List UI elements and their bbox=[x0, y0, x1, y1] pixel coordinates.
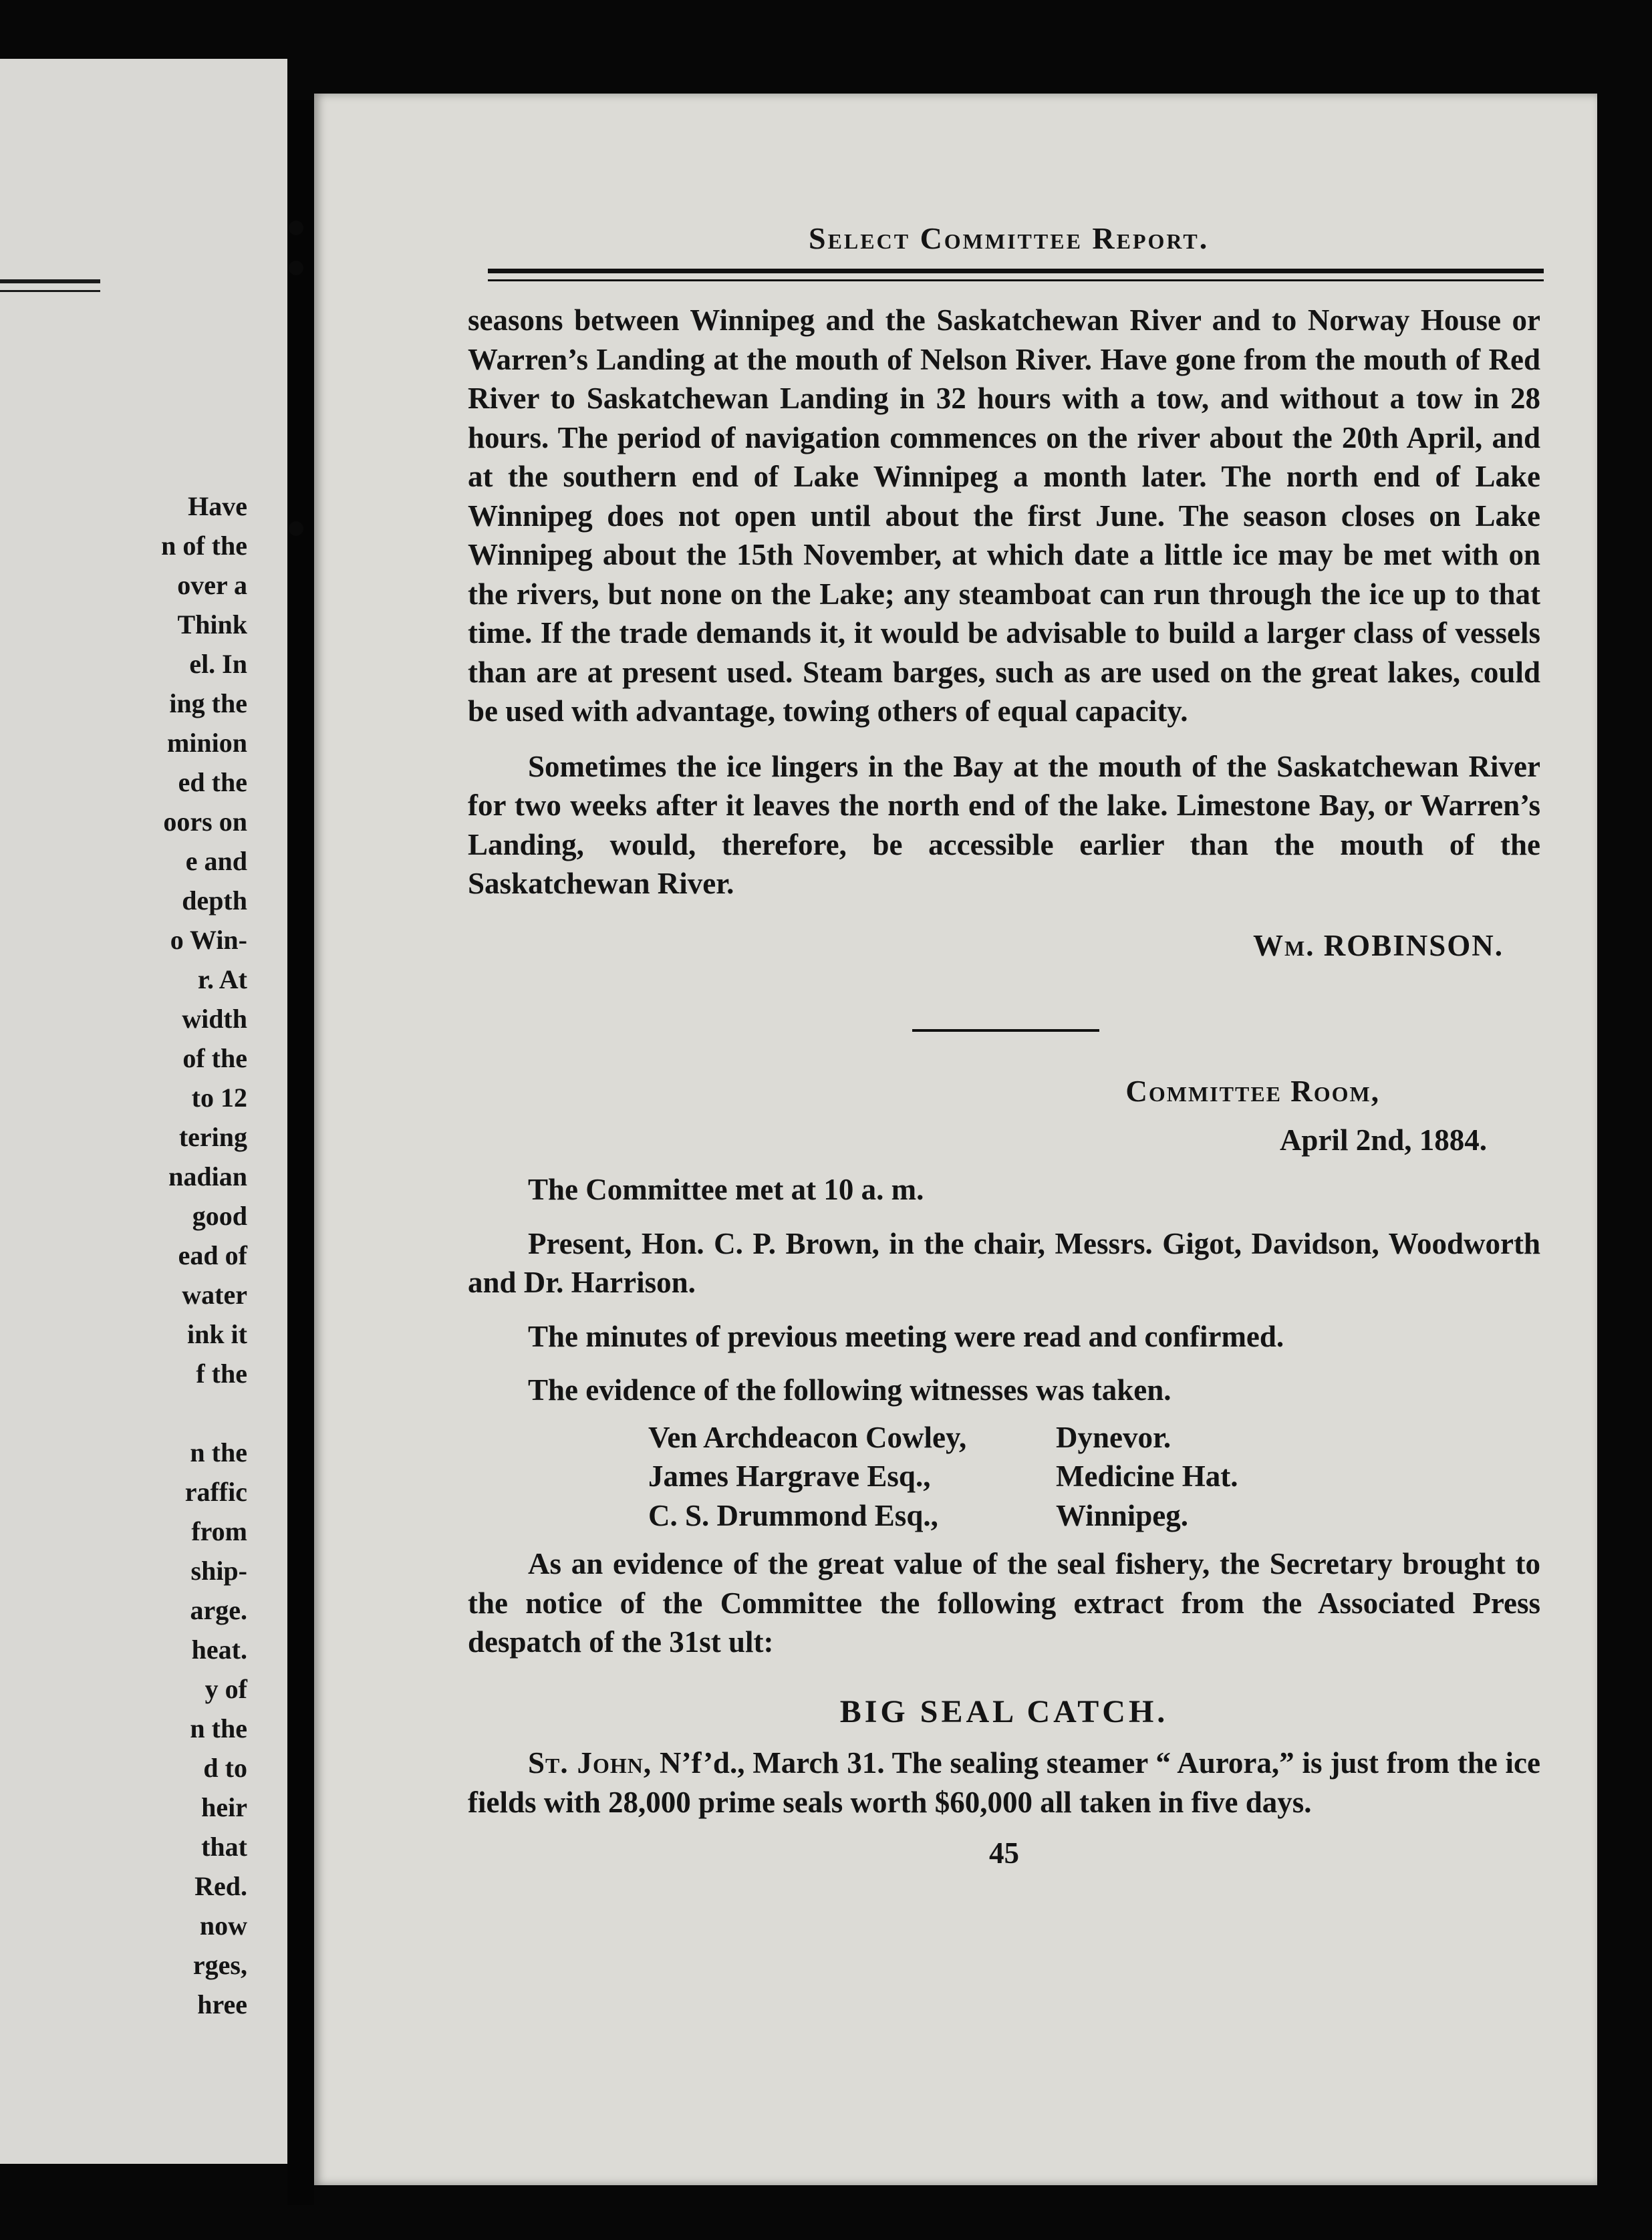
witness-row bbox=[468, 1457, 1540, 1496]
minutes-note: The minutes of previous meeting were read and confirmed. bbox=[528, 1319, 1284, 1353]
witness-name: C. S. Drummond Esq., bbox=[648, 1498, 938, 1532]
previous-page-fragment-line: ead of bbox=[178, 1240, 247, 1270]
previous-page-fragment-line: heir bbox=[201, 1792, 247, 1822]
previous-page-fragment-line: r. At bbox=[197, 964, 247, 994]
extract-title: BIG SEAL CATCH. bbox=[839, 1693, 1169, 1729]
previous-page-fragment-line: f the bbox=[196, 1359, 247, 1389]
previous-page-fragment-line: n of the bbox=[161, 531, 247, 561]
previous-page-fragment-line: tering bbox=[178, 1122, 247, 1152]
extract-place: St. John, bbox=[528, 1746, 652, 1780]
witness-list bbox=[468, 1418, 1540, 1536]
previous-page-fragment-line: el. In bbox=[189, 649, 247, 679]
binding-stitch bbox=[289, 261, 303, 275]
previous-page-fragment-line: raffic bbox=[184, 1477, 247, 1507]
previous-page-fragment-line: y of bbox=[204, 1674, 247, 1704]
previous-page-fragment-line: o Win- bbox=[170, 925, 247, 955]
previous-page-fragment-line: Have bbox=[188, 491, 247, 521]
extract-text bbox=[468, 1743, 1540, 1822]
witness-place: Medicine Hat. bbox=[1056, 1459, 1238, 1493]
previous-page-fragment-line: ship- bbox=[190, 1556, 247, 1586]
previous-page-fragment bbox=[0, 59, 287, 2164]
seal-fishery-intro: As an evidence of the great value of the seal fishery, the Secretary brought to the notice of the Committee the following extract from the Associated Press despatch of the 31st ult: bbox=[468, 1547, 1540, 1659]
previous-page-fragment-line bbox=[161, 1393, 247, 1433]
previous-page-fragment-line: Think bbox=[177, 609, 247, 640]
witness-row bbox=[468, 1496, 1540, 1536]
witness-row bbox=[468, 1418, 1540, 1457]
previous-page-text bbox=[161, 486, 247, 2024]
previous-page-fragment-line: minion bbox=[166, 728, 247, 758]
previous-page-fragment-line: to 12 bbox=[191, 1083, 247, 1113]
members-present: Present, Hon. C. P. Brown, in the chair, Messrs. Gigot, Davidson, Woodworth and Dr. Harrison. bbox=[468, 1226, 1540, 1299]
previous-page-fragment-line: rges, bbox=[192, 1950, 247, 1980]
report-page bbox=[314, 94, 1597, 2185]
witness-place: Dynevor. bbox=[1056, 1420, 1172, 1454]
header-rule-thin bbox=[488, 279, 1544, 281]
committee-room-heading: Committee Room, bbox=[1125, 1075, 1380, 1108]
binding-stitch bbox=[289, 521, 303, 536]
previous-page-fragment-line: water bbox=[182, 1280, 247, 1310]
binding-stitch bbox=[289, 221, 303, 235]
binding-gutter bbox=[287, 100, 314, 2205]
header-rule bbox=[488, 269, 1544, 273]
previous-page-fragment-line: Red. bbox=[194, 1871, 247, 1901]
meeting-date: April 2nd, 1884. bbox=[1279, 1123, 1487, 1157]
section-divider bbox=[912, 1029, 1099, 1032]
evidence-intro: The evidence of the following witnesses was taken. bbox=[528, 1373, 1172, 1407]
previous-page-fragment-line: depth bbox=[182, 885, 247, 916]
previous-page-fragment-line: that bbox=[201, 1832, 247, 1862]
previous-page-fragment-line: arge. bbox=[190, 1595, 247, 1625]
previous-page-fragment-line: ing the bbox=[169, 688, 247, 718]
previous-page-fragment-line: hree bbox=[197, 1989, 247, 2019]
previous-page-fragment-line: n the bbox=[190, 1437, 247, 1467]
previous-page-rule bbox=[0, 279, 100, 283]
testimony-paragraph: seasons between Winnipeg and the Saskatchewan River and to Norway House or Warren’s Landing at the mouth of Nelson River. Have gone from the mouth of Red River to Saskatchewan Landing in 32 hours with a tow, and without a tow in 28 hours. The period of navigation commences on the river about the 20th April, and at the southern end of Lake Winnipeg a month later. The north end of Lake Winnipeg does not open until about the first June. The season closes on Lake Winnipeg about the 15th November, at which date a little ice may be met with on the rivers, but none on the Lake; any steamboat can run through the ice up to that time. If the trade demands it, it would be advisable to build a larger class of vessels than are at present used. Steam barges, such as are used on the great lakes, could be used with advantage, towing others of equal capacity. bbox=[468, 303, 1540, 728]
witness-place: Winnipeg. bbox=[1056, 1498, 1188, 1532]
previous-page-rule-thin bbox=[0, 290, 100, 292]
previous-page-fragment-line: of the bbox=[182, 1043, 247, 1073]
previous-page-fragment-line: width bbox=[182, 1004, 247, 1034]
previous-page-fragment-line: nadian bbox=[168, 1161, 247, 1192]
previous-page-fragment-line: heat. bbox=[191, 1635, 247, 1665]
previous-page-fragment-line: d to bbox=[203, 1753, 247, 1783]
previous-page-fragment-line: good bbox=[192, 1201, 247, 1231]
witness-name: Ven Archdeacon Cowley, bbox=[648, 1420, 967, 1454]
previous-page-fragment-line: from bbox=[191, 1516, 247, 1546]
previous-page-fragment-line: e and bbox=[185, 846, 247, 876]
testimony-paragraph: Sometimes the ice lingers in the Bay at the mouth of the Saskatchewan River for two weeks after it leaves the north end of the lake. Limestone Bay, or Warren’s Landing, would, therefore, be accessible earlier than the mouth of the Saskatchewan River. bbox=[468, 749, 1540, 900]
previous-page-fragment-line: oors on bbox=[163, 807, 247, 837]
previous-page-fragment-line: ink it bbox=[186, 1319, 247, 1349]
witness-name: James Hargrave Esq., bbox=[648, 1459, 931, 1493]
previous-page-fragment-line: over a bbox=[177, 570, 247, 600]
meeting-time: The Committee met at 10 a. m. bbox=[528, 1173, 924, 1206]
running-head: Select Committee Report. bbox=[809, 221, 1210, 255]
witness-signature: Wm. ROBINSON. bbox=[1252, 928, 1504, 962]
previous-page-fragment-line: n the bbox=[190, 1713, 247, 1743]
page-body bbox=[468, 301, 1540, 1873]
page-number: 45 bbox=[989, 1836, 1019, 1870]
previous-page-fragment-line: ed the bbox=[178, 767, 247, 797]
extract-body: N’f’d., March 31. The sealing steamer “ Aurora,” is just from the ice fields with 28,000 prime seals worth $60,000 all taken in five days. bbox=[468, 1746, 1541, 1819]
previous-page-fragment-line: now bbox=[199, 1911, 247, 1941]
